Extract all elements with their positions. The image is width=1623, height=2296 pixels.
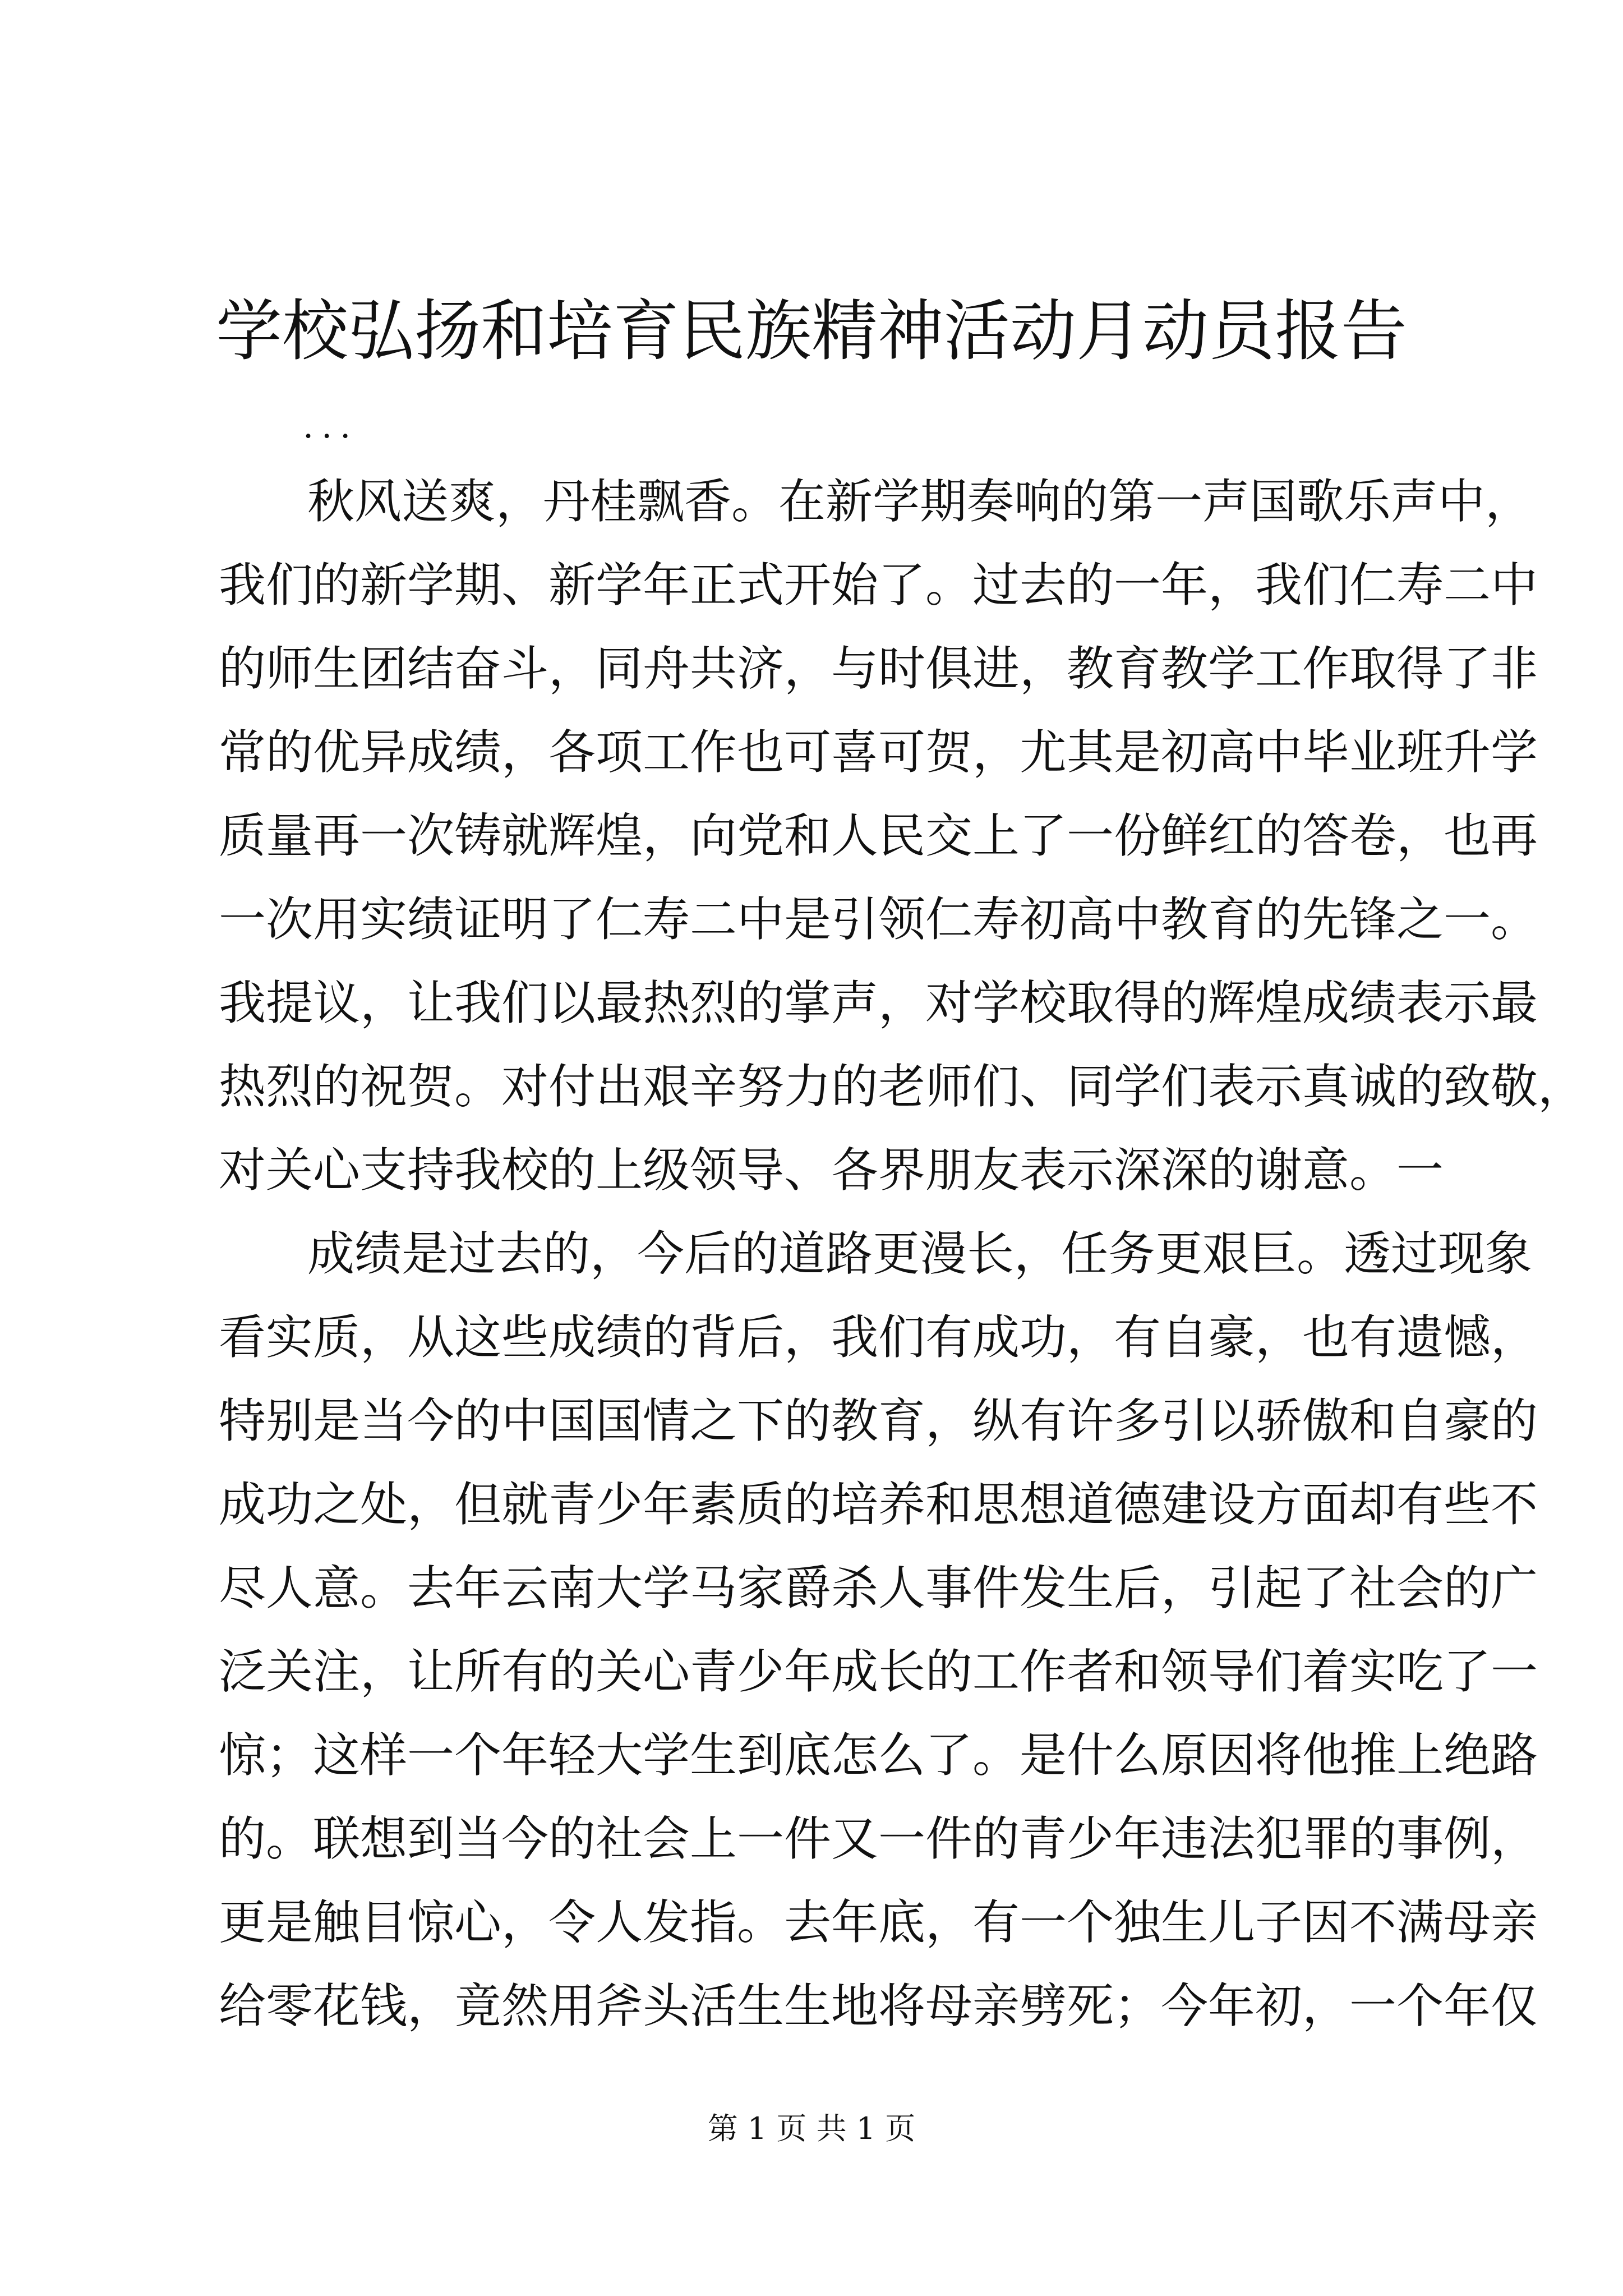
paragraph-line: 秋风送爽，丹桂飘香。在新学期奏响的第一声国歌乐声中， bbox=[307, 474, 1533, 529]
paragraph-line: 一次用实绩证明了仁寿二中是引领仁寿初高中教育的先锋之一。 bbox=[219, 892, 1538, 947]
ellipsis-marker: ... bbox=[303, 407, 359, 446]
paragraph-line: 成功之处，但就青少年素质的培养和思想道德建设方面却有些不 bbox=[219, 1477, 1538, 1532]
paragraph-line: 热烈的祝贺。对付出艰辛努力的老师们、同学们表示真诚的致敬， bbox=[219, 1059, 1585, 1114]
paragraph-line: 尽人意。去年云南大学马家爵杀人事件发生后，引起了社会的广 bbox=[219, 1561, 1538, 1616]
paragraph-line: 给零花钱，竟然用斧头活生生地将母亲劈死；今年初，一个年仅 bbox=[219, 1978, 1538, 2033]
document-title: 学校弘扬和培育民族精神活动月动员报告 bbox=[215, 292, 1407, 370]
paragraph-line: 的。联想到当今的社会上一件又一件的青少年违法犯罪的事例， bbox=[219, 1811, 1538, 1866]
paragraph-line: 质量再一次铸就辉煌，向党和人民交上了一份鲜红的答卷，也再 bbox=[219, 808, 1538, 863]
paragraph-line: 更是触目惊心，令人发指。去年底，有一个独生儿子因不满母亲 bbox=[219, 1895, 1538, 1950]
paragraph-line: 我提议，让我们以最热烈的掌声，对学校取得的辉煌成绩表示最 bbox=[219, 976, 1538, 1030]
paragraph-line: 我们的新学期、新学年正式开始了。过去的一年，我们仁寿二中 bbox=[219, 558, 1538, 613]
paragraph-line: 成绩是过去的，今后的道路更漫长，任务更艰巨。透过现象 bbox=[307, 1226, 1533, 1281]
paragraph-line: 常的优异成绩，各项工作也可喜可贺，尤其是初高中毕业班升学 bbox=[219, 725, 1538, 780]
paragraph-line: 看实质，从这些成绩的背后，我们有成功，有自豪，也有遗憾， bbox=[219, 1310, 1538, 1365]
paragraph-line: 泛关注，让所有的关心青少年成长的工作者和领导们着实吃了一 bbox=[219, 1644, 1538, 1699]
document-body bbox=[219, 460, 1585, 2048]
paragraph-line: 对关心支持我校的上级领导、各界朋友表示深深的谢意。一 bbox=[219, 1143, 1444, 1198]
page-footer: 第 1 页 共 1 页 bbox=[707, 2111, 916, 2146]
paragraph-line: 特别是当今的中国国情之下的教育，纵有许多引以骄傲和自豪的 bbox=[219, 1393, 1538, 1448]
paragraph-line: 惊；这样一个年轻大学生到底怎么了。是什么原因将他推上绝路 bbox=[219, 1728, 1538, 1783]
paragraph-line: 的师生团结奋斗，同舟共济，与时俱进，教育教学工作取得了非 bbox=[219, 641, 1538, 696]
